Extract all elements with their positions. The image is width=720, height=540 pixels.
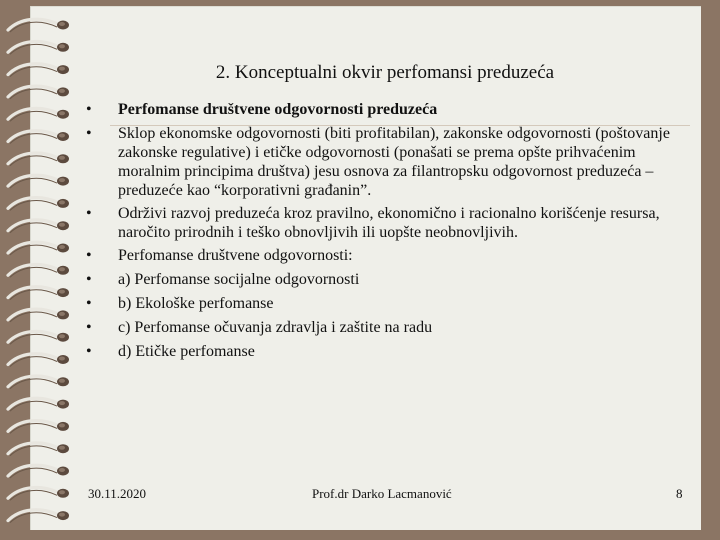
bullet-text: Održivi razvoj preduzeća kroz pravilno, ekonomično i racionalno korišćenje resursa, naročito prirodnih i teško obnovljivih ili uopšte neobnovljivih. [118, 205, 660, 241]
bullet-item [86, 270, 686, 290]
bullet-text: Perfomanse društvene odgovornosti: [118, 247, 353, 264]
bullet-icon: • [86, 205, 92, 222]
bullet-icon: • [86, 343, 92, 360]
bullet-text: d) Etičke perfomanse [118, 343, 255, 360]
bullet-item [86, 342, 686, 362]
paper-edge [31, 6, 701, 7]
bullet-item [86, 100, 686, 120]
bullet-text: c) Perfomanse očuvanja zdravlja i zaštite na radu [118, 319, 433, 336]
bullet-item [86, 124, 686, 200]
footer-author: Prof.dr Darko Lacmanović [312, 486, 452, 501]
bullet-text: b) Ekološke perfomanse [118, 295, 274, 312]
bullet-icon: • [86, 271, 92, 288]
bullet-icon: • [86, 125, 92, 142]
slide-title: 2. Konceptualni okvir perfomansi preduzeća [215, 62, 555, 83]
bullet-text: a) Perfomanse socijalne odgovornosti [118, 271, 360, 288]
bullet-text: Perfomanse društvene odgovornosti preduzeća [118, 101, 438, 118]
bullet-icon: • [86, 247, 92, 264]
bullet-icon: • [86, 295, 92, 312]
bullet-icon: • [86, 101, 92, 118]
bullet-item [86, 204, 686, 242]
bullet-list [86, 100, 686, 366]
bullet-item [86, 294, 686, 314]
bullet-item [86, 246, 686, 266]
footer-page-number: 8 [676, 486, 683, 501]
footer-date: 30.11.2020 [88, 486, 147, 501]
bullet-text: Sklop ekonomske odgovornosti (biti profitabilan), zakonske odgovornosti (poštovanje zakonske regulative) i etičke odgovornosti (ponašati se prema opšte prihvaćenim moralnim principima društva) jesu osnova za filantropsku odgovornost preduzeća – preduzeće kao “korporativni građanin”. [118, 125, 670, 199]
bullet-icon: • [86, 319, 92, 336]
bullet-item [86, 318, 686, 338]
